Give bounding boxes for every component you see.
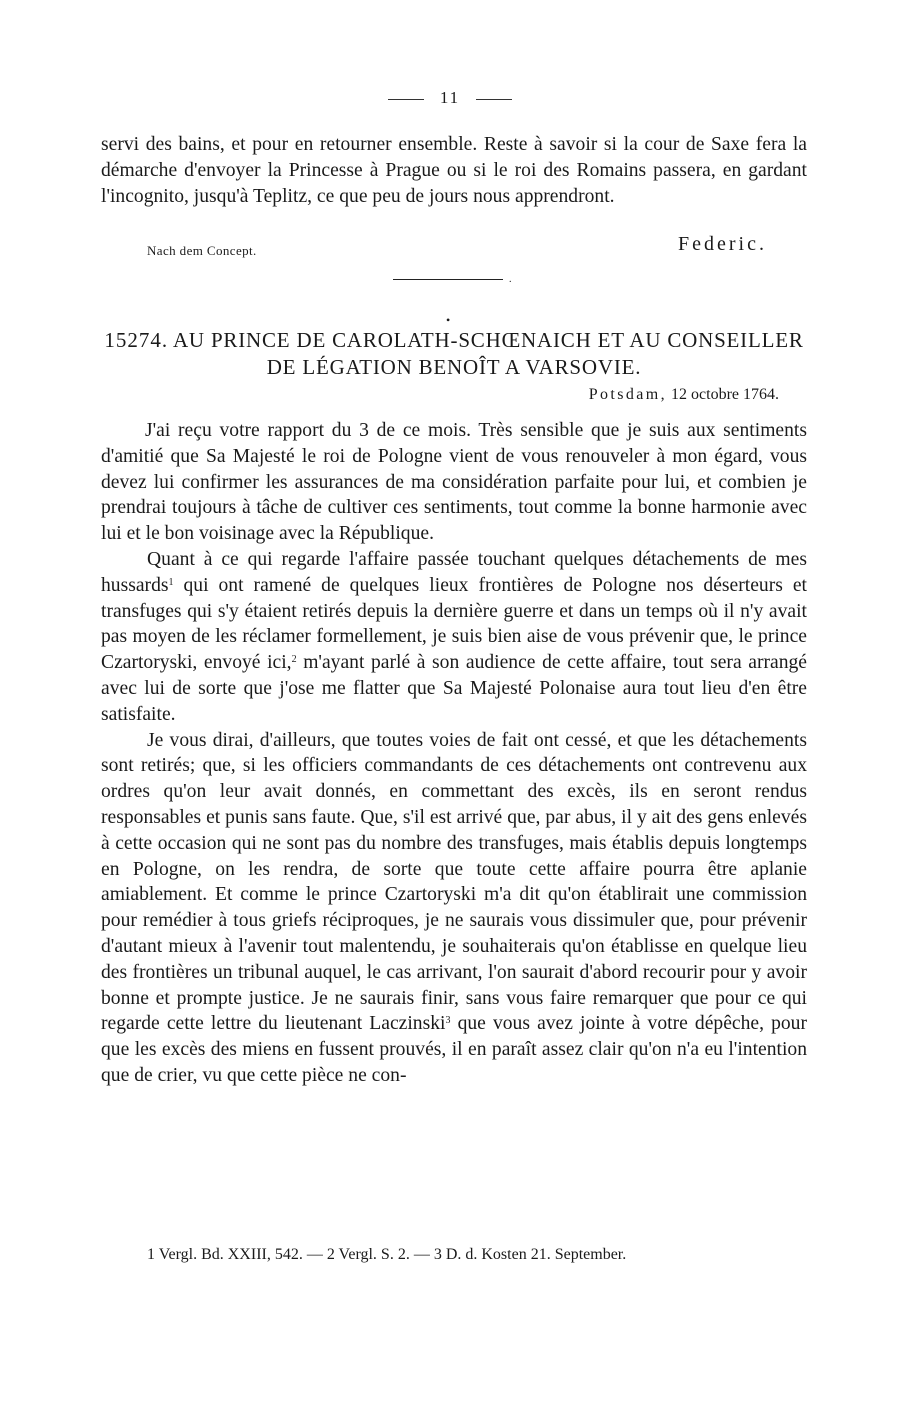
paragraph-2-part-b: qui ont ramené de quelques lieux frontières de Pologne nos déserteurs et transfuges qui s'y étaient retirés depuis la dernière guerre et dans un temps où il n'y avait pas moyen de les réclamer formellement, je suis bien aise de vous prévenir que, le prince Czartoryski, envoyé ici, [101, 574, 807, 674]
separator-dot: . [509, 274, 512, 285]
paragraph-2-part-a: Quant à ce qui regarde l'affaire passée touchant quelques détachements de mes hussards [101, 548, 807, 596]
paragraph-3-part-b: que vous avez jointe à votre dépêche, pour que les excès des miens en fussent prouvés, il en paraît assez clair qu'on n'a eu l'intention que de crier, vu que cette pièce ne con- [101, 1013, 808, 1086]
footnote-ref-2: 2 [291, 654, 297, 666]
letter-body [101, 418, 807, 1089]
page-header [0, 88, 900, 108]
footnotes-text: 1 Vergl. Bd. XXIII, 542. — 2 Vergl. S. 2. — 3 D. d. Kosten 21. September. [147, 1246, 627, 1263]
dateline-date: 12 octobre 1764. [671, 386, 779, 403]
intro-text: servi des bains, et pour en retourner ensemble. Reste à savoir si la cour de Saxe fera la démarche d'envoyer la Princesse à Prague ou si le roi des Romains passera, en gardant l'incognito, jusqu'à Teplitz, ce que peu de jours nous apprendront. [101, 134, 807, 207]
footnote-ref-1: 1 [168, 576, 174, 588]
paragraph-1: J'ai reçu votre rapport du 3 de ce mois. Très sensible que je suis aux sentiments d'amitié que Sa Majesté le roi de Pologne vient de vous renouveler à mon égard, vous devez lui confirmer les assurances de ma considération parfaite pour lui, et combien je prendrai toujours à tâche de cultiver ces sentiments, tout comme la bonne harmonie avec lui et le bon voisinage avec la République. [101, 420, 807, 545]
heading-dot: • [446, 313, 451, 327]
dateline-place: Potsdam, [588, 386, 668, 403]
paragraph-3-part-a: Je vous dirai, d'ailleurs, que toutes voies de fait ont cessé, et que les détachements sont retirés; que, si les officiers commandants de ces détachements ont contrevenu aux ordres qu'on leur avait donnés, en commettant des excès, ils en seront rendus responsables et punis sans faute. Que, s'il est arrivé que, par abus, il y ait des gens enlevés à cette occasion qui ne sont pas du nombre des transfuges, mais établis depuis longtemps en Pologne, on les rendra, de sorte que toute cette affaire pourra être aplanie amiablement. Et comme le prince Czartoryski m'a dit qu'on établirait une commission pour remédier à tous griefs réciproques, je ne saurais vous dissimuler que, pour prévenir d'autant mieux à l'avenir tout malentendu, je souhaiterais qu'on établisse en quelque lieu des frontières un tribunal auquel, le cas arrivant, l'on saurait d'abord recourir pour y avoir bonne et prompte justice. Je ne saurais finir, sans vous faire remarquer que pour ce qui regarde cette lettre du lieutenant Laczinski [101, 729, 807, 1035]
section-separator [393, 279, 503, 280]
letter-heading [101, 327, 807, 381]
letter-title: AU PRINCE DE CAROLATH-SCHŒNAICH ET AU CONSEILLER DE LÉGATION BENOÎT A VARSOVIE. [172, 328, 804, 379]
letter-number: 15274. [104, 328, 169, 352]
paragraph-3 [101, 728, 807, 1089]
source-note: Nach dem Concept. [147, 243, 257, 258]
page-number: 11 [439, 88, 461, 107]
header-dash-right [476, 99, 512, 100]
signature: Federic. [678, 233, 767, 255]
paragraph-2 [101, 547, 807, 728]
header-dash-left [388, 99, 424, 100]
footnote-ref-3: 3 [445, 1015, 451, 1027]
paragraph-2-part-c: m'ayant parlé à son audience de cette affaire, tout sera arrangé avec lui de sorte que j'ose me flatter que Sa Majesté Polonaise aura tout lieu d'en être satisfaite. [101, 652, 807, 725]
dateline [589, 386, 779, 404]
footnotes [101, 1244, 807, 1266]
intro-paragraph [101, 132, 807, 209]
